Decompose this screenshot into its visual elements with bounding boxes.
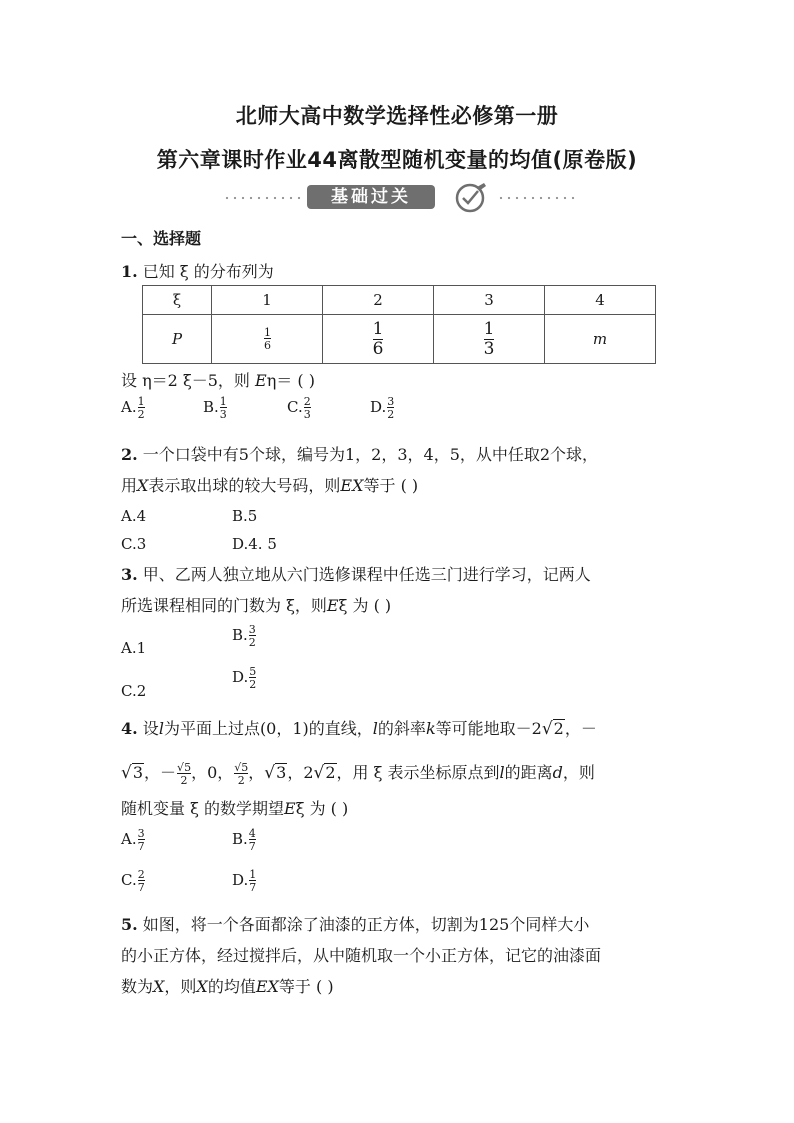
question-1-condition bbox=[121, 368, 315, 391]
question-4-line-2 bbox=[121, 760, 595, 786]
question-text: 为平面上过点(0，1)的直线， bbox=[163, 719, 373, 738]
option-b[interactable] bbox=[232, 624, 256, 648]
expectation-symbol: E bbox=[326, 596, 339, 615]
variable: d bbox=[552, 763, 563, 782]
question-5-line-2: 的小正方体，经过搅拌后，从中随机取一个小正方体，记它的油漆面 bbox=[121, 946, 602, 965]
fraction bbox=[177, 762, 191, 786]
variable: X bbox=[196, 977, 208, 996]
table-row bbox=[143, 286, 656, 315]
document-title: 北师大高中数学选择性必修第一册 bbox=[235, 104, 559, 128]
numerator: 1 bbox=[219, 395, 227, 408]
variable: EX bbox=[340, 476, 364, 495]
table-cell bbox=[323, 315, 434, 364]
numerator: 1 bbox=[264, 326, 271, 339]
table-cell: ξ bbox=[143, 286, 212, 315]
table-cell: 2 bbox=[323, 286, 434, 315]
question-text: ，用 ξ 表示坐标原点到 bbox=[336, 763, 500, 782]
expectation-symbol: E bbox=[255, 371, 267, 390]
question-3-line-2 bbox=[121, 593, 391, 616]
fraction bbox=[304, 396, 311, 420]
question-text: ，则 bbox=[164, 977, 197, 996]
denominator: 7 bbox=[137, 881, 145, 894]
banner-label: 基础过关 bbox=[307, 185, 435, 209]
numerator: 2 bbox=[303, 395, 311, 408]
radicand: 3 bbox=[276, 763, 287, 782]
denominator: 6 bbox=[372, 338, 384, 359]
fraction bbox=[138, 828, 145, 852]
table-cell bbox=[434, 315, 545, 364]
numerator: √5 bbox=[177, 760, 192, 774]
option-d[interactable]: D.4. 5 bbox=[232, 535, 277, 553]
question-text: 等于 ( ) bbox=[278, 977, 334, 996]
numerator: 1 bbox=[483, 318, 495, 339]
denominator: 3 bbox=[303, 408, 311, 421]
option-label: B. bbox=[232, 830, 248, 848]
option-label: C. bbox=[287, 398, 303, 416]
denominator: 2 bbox=[249, 678, 257, 691]
denominator: 7 bbox=[248, 840, 256, 853]
denominator: 3 bbox=[483, 338, 495, 359]
option-a[interactable] bbox=[121, 828, 145, 852]
variable: l bbox=[372, 719, 378, 738]
fraction bbox=[249, 624, 256, 648]
fraction bbox=[484, 320, 495, 359]
question-text: 表示取出球的较大号码，则 bbox=[148, 476, 341, 495]
question-text: ，－ bbox=[144, 763, 177, 782]
table-cell: 3 bbox=[434, 286, 545, 315]
condition-text: 设 η＝2 ξ－5，则 bbox=[121, 371, 250, 390]
question-3-line-1 bbox=[121, 562, 591, 585]
numerator: √5 bbox=[234, 760, 249, 774]
option-d[interactable] bbox=[370, 396, 394, 420]
question-text: ，－ bbox=[564, 719, 597, 738]
option-b[interactable] bbox=[232, 828, 256, 852]
question-text: 随机变量 ξ 的数学期望 bbox=[121, 799, 284, 818]
variable: X bbox=[137, 476, 149, 495]
fraction bbox=[249, 869, 256, 893]
option-a[interactable]: A.1 bbox=[121, 639, 147, 657]
question-5-line-1 bbox=[121, 912, 589, 935]
option-label: D. bbox=[370, 398, 387, 416]
question-4-line-1 bbox=[121, 716, 597, 739]
question-number: 4. bbox=[121, 719, 138, 738]
question-text: 已知 ξ 的分布列为 bbox=[142, 262, 274, 281]
option-a[interactable]: A.4 bbox=[121, 507, 147, 525]
option-label: A. bbox=[121, 398, 137, 416]
numerator: 3 bbox=[387, 395, 395, 408]
option-d[interactable] bbox=[232, 869, 256, 893]
table-cell: m bbox=[545, 315, 656, 364]
variable: EX bbox=[255, 977, 279, 996]
option-b[interactable] bbox=[203, 396, 227, 420]
denominator: 2 bbox=[248, 636, 256, 649]
question-text: ξ 为 ( ) bbox=[295, 799, 349, 818]
denominator: 3 bbox=[219, 408, 227, 421]
variable: X bbox=[153, 977, 165, 996]
question-text: 等于 ( ) bbox=[363, 476, 419, 495]
radical-sign: √ bbox=[121, 763, 132, 783]
question-text: 甲、乙两人独立地从六门选修课程中任选三门进行学习，记两人 bbox=[142, 565, 591, 584]
radical-sign: √ bbox=[541, 719, 553, 739]
question-text: 的均值 bbox=[207, 977, 256, 996]
radicand: 5 bbox=[241, 760, 249, 774]
numerator: 4 bbox=[248, 827, 256, 840]
section-banner bbox=[223, 183, 523, 213]
question-text: ，则 bbox=[562, 763, 595, 782]
question-2-line-2 bbox=[121, 473, 418, 496]
question-text: 数为 bbox=[121, 977, 154, 996]
expectation-symbol: E bbox=[284, 799, 296, 818]
fraction bbox=[373, 320, 384, 359]
radical-sign: √ bbox=[313, 763, 325, 783]
variable: l bbox=[158, 719, 164, 738]
question-number: 3. bbox=[121, 565, 138, 584]
question-number: 1. bbox=[121, 262, 138, 281]
option-c[interactable] bbox=[287, 396, 311, 420]
question-2-line-1 bbox=[121, 442, 598, 465]
denominator: 2 bbox=[387, 408, 395, 421]
option-label: B. bbox=[203, 398, 219, 416]
question-4-line-3 bbox=[121, 796, 348, 819]
question-text: 用 bbox=[121, 476, 138, 495]
question-text: ξ 为 ( ) bbox=[338, 596, 392, 615]
denominator: 2 bbox=[177, 773, 191, 786]
question-text: ，2 bbox=[287, 763, 314, 782]
option-d[interactable] bbox=[232, 666, 256, 690]
denominator: 7 bbox=[137, 840, 145, 853]
fraction bbox=[138, 869, 145, 893]
fraction bbox=[264, 327, 271, 351]
fraction bbox=[234, 762, 248, 786]
pencil-check-icon bbox=[455, 181, 489, 215]
table-row bbox=[143, 315, 656, 364]
radicand: 2 bbox=[553, 719, 564, 738]
numerator: 5 bbox=[249, 665, 257, 678]
radicand: 5 bbox=[184, 760, 192, 774]
option-label: D. bbox=[232, 668, 249, 686]
numerator: 3 bbox=[248, 623, 256, 636]
question-text: ，0， bbox=[191, 763, 234, 782]
question-text: 等可能地取－2 bbox=[435, 719, 542, 738]
question-number: 5. bbox=[121, 915, 138, 934]
table-cell: 4 bbox=[545, 286, 656, 315]
numerator: 1 bbox=[372, 318, 384, 339]
section-heading: 一、选择题 bbox=[121, 229, 202, 248]
banner-dots-left bbox=[223, 196, 301, 200]
radical-sign: √ bbox=[264, 763, 276, 783]
option-label: B. bbox=[232, 626, 248, 644]
table-cell: 1 bbox=[212, 286, 323, 315]
distribution-table bbox=[142, 285, 656, 364]
fraction bbox=[220, 396, 227, 420]
radicand: 3 bbox=[132, 763, 144, 782]
denominator: 2 bbox=[137, 408, 145, 421]
table-cell: P bbox=[143, 315, 212, 364]
question-number: 2. bbox=[121, 445, 138, 464]
question-text: 所选课程相同的门数为 ξ，则 bbox=[121, 596, 327, 615]
option-c[interactable]: C.3 bbox=[121, 535, 147, 553]
option-b[interactable]: B.5 bbox=[232, 507, 258, 525]
denominator: 6 bbox=[264, 339, 271, 352]
denominator: 2 bbox=[234, 773, 248, 786]
option-label: C. bbox=[121, 871, 137, 889]
variable: l bbox=[499, 763, 505, 782]
document-subtitle: 第六章课时作业44离散型随机变量的均值(原卷版) bbox=[156, 148, 638, 172]
question-1-stem bbox=[121, 259, 274, 282]
fraction bbox=[249, 666, 256, 690]
numerator: 1 bbox=[249, 868, 257, 881]
fraction bbox=[387, 396, 394, 420]
option-a[interactable] bbox=[121, 396, 145, 420]
question-text: 设 bbox=[142, 719, 159, 738]
question-text: 的距离 bbox=[504, 763, 553, 782]
fraction bbox=[138, 396, 145, 420]
variable: k bbox=[425, 719, 436, 738]
numerator: 3 bbox=[137, 827, 145, 840]
question-text: 如图，将一个各面都涂了油漆的正方体，切割为125个同样大小 bbox=[142, 915, 590, 934]
condition-text: η＝ ( ) bbox=[266, 371, 315, 390]
option-c[interactable]: C.2 bbox=[121, 682, 147, 700]
numerator: 2 bbox=[137, 868, 145, 881]
banner-dots-right bbox=[497, 196, 575, 200]
denominator: 7 bbox=[249, 881, 257, 894]
option-label: D. bbox=[232, 871, 249, 889]
question-text: 一个口袋中有5个球，编号为1，2，3，4，5，从中任取2个球， bbox=[142, 445, 599, 464]
option-c[interactable] bbox=[121, 869, 145, 893]
table-cell bbox=[212, 315, 323, 364]
option-label: A. bbox=[121, 830, 137, 848]
fraction bbox=[249, 828, 256, 852]
question-5-line-3 bbox=[121, 974, 334, 997]
radicand: 2 bbox=[325, 763, 336, 782]
question-text: ， bbox=[248, 763, 265, 782]
question-text: 的斜率 bbox=[377, 719, 426, 738]
numerator: 1 bbox=[137, 395, 145, 408]
